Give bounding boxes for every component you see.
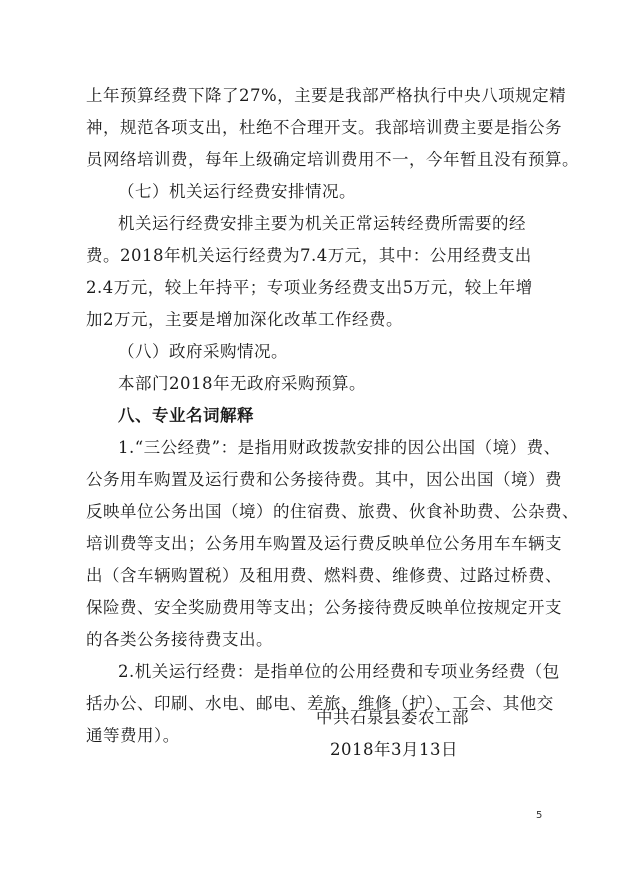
paragraph-line: 保险费、安全奖励费用等支出；公务接待费反映单位按规定开支 [86, 598, 562, 617]
paragraph-line: 神，规范各项支出，杜绝不合理开支。我部培训费主要是指公务 [86, 118, 562, 137]
paragraph-line: 2.机关运行经费：是指单位的公用经费和专项业务经费（包 [118, 662, 560, 681]
paragraph-line: 公务用车购置及运行费和公务接待费。其中，因公出国（境）费 [86, 470, 562, 489]
paragraph-line: 加2万元，主要是增加深化改革工作经费。 [86, 310, 403, 329]
paragraph-line: 费。2018年机关运行经费为7.4万元，其中：公用经费支出 [86, 246, 532, 265]
section-heading: （八）政府采购情况。 [118, 342, 288, 361]
paragraph-line: 培训费等支出；公务用车购置及运行费反映单位公务用车车辆支 [86, 534, 562, 553]
paragraph-line: 通等费用）。 [86, 726, 180, 745]
paragraph-line: 出（含车辆购置税）及租用费、燃料费、维修费、过路过桥费、 [86, 566, 562, 585]
paragraph-line: 员网络培训费，每年上级确定培训费用不一，今年暂且没有预算。 [86, 150, 579, 169]
paragraph-line: 上年预算经费下降了27%，主要是我部严格执行中央八项规定精 [86, 86, 567, 105]
paragraph-line: 机关运行经费安排主要为机关正常运转经费所需要的经 [118, 214, 526, 233]
paragraph-line: 括办公、印刷、水电、邮电、差旅、维修（护）、工会、其他交 [86, 694, 554, 713]
paragraph-line: 本部门2018年无政府采购预算。 [118, 374, 366, 393]
signature-organization: 中共石泉县委农工部 [316, 708, 469, 727]
paragraph-line: 反映单位公务出国（境）的住宿费、旅费、伙食补助费、公杂费、 [86, 502, 579, 521]
paragraph-line: 的各类公务接待费支出。 [86, 630, 273, 649]
page-number: 5 [536, 810, 543, 821]
signature-date: 2018年3月13日 [330, 740, 458, 759]
chapter-heading: 八、专业名词解释 [118, 406, 254, 425]
paragraph-line: 1.“三公经费”：是指用财政拨款安排的因公出国（境）费、 [118, 438, 561, 457]
section-heading: （七）机关运行经费安排情况。 [118, 182, 356, 201]
paragraph-line: 2.4万元，较上年持平；专项业务经费支出5万元，较上年增 [86, 278, 533, 297]
